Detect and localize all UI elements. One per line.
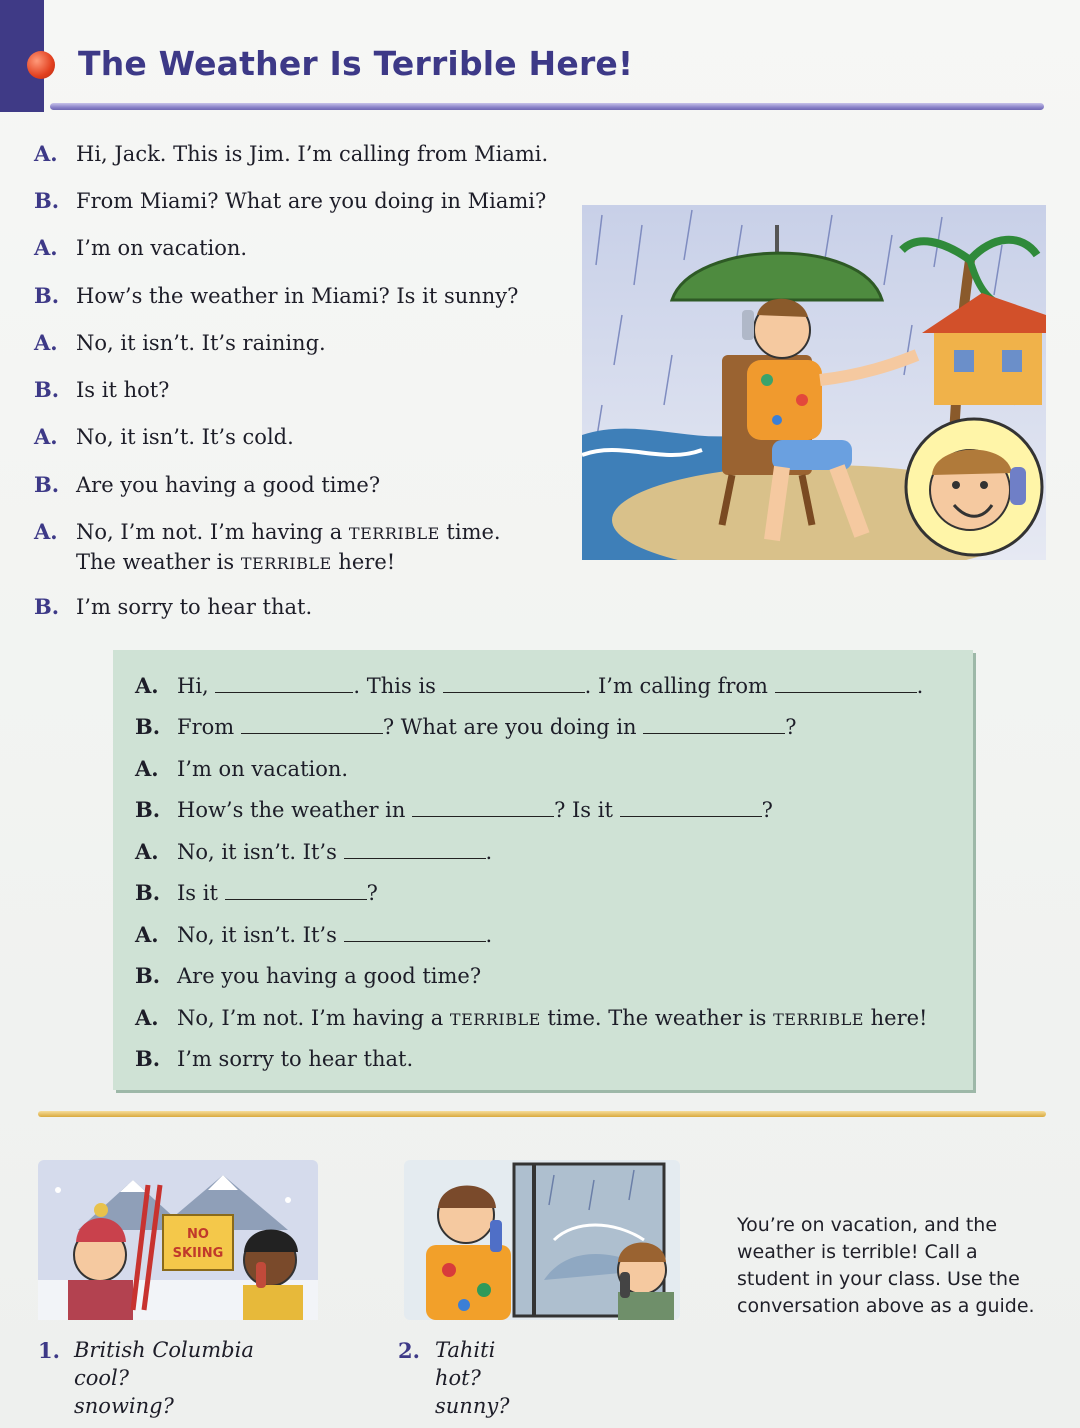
text-run: time. The weather is (540, 1006, 774, 1030)
speaker-label: B. (34, 472, 60, 497)
text-run: here! (331, 550, 396, 574)
practice-text: Are you having a good time? (177, 964, 482, 988)
blank-line[interactable] (775, 672, 917, 693)
text-run: How’s the weather in (177, 798, 413, 822)
practice-text (177, 838, 492, 866)
exercise-place: British Columbia (74, 1338, 254, 1362)
text-run: . This is (353, 674, 443, 698)
speaker-label: B. (34, 283, 60, 308)
dialogue-text: How’s the weather in Miami? Is it sunny? (76, 284, 519, 308)
miami-rain-illustration (582, 205, 1046, 560)
title-underline (50, 103, 1044, 110)
practice-text (177, 713, 797, 741)
emphasis-word: TERRIBLE (240, 554, 332, 573)
practice-text (177, 1004, 927, 1034)
speaker-label: A. (34, 424, 58, 449)
activity-instruction: You’re on vacation, and the weather is terrible! Call a student in your class. Use the conversation above as a guide. (737, 1214, 1035, 1317)
exercise-number: 2. (398, 1338, 420, 1363)
speaker-label: A. (135, 922, 159, 947)
jack-on-phone-inset (906, 419, 1042, 555)
text-run: . (916, 674, 924, 698)
speaker-label: A. (135, 839, 159, 864)
text-run: . (485, 840, 493, 864)
blank-line[interactable] (620, 796, 762, 817)
text-run: No, it isn’t. It’s (177, 840, 344, 864)
blank-line[interactable] (643, 713, 785, 734)
practice-text: I’m sorry to hear that. (177, 1047, 414, 1071)
practice-text (177, 672, 923, 700)
dialogue-text (76, 518, 501, 578)
blank-line[interactable] (443, 672, 585, 693)
blank-line[interactable] (241, 713, 383, 734)
dialogue-text: I’m on vacation. (76, 236, 248, 260)
text-run: . (485, 923, 493, 947)
speaker-label: B. (135, 880, 161, 905)
text-run: ? (366, 881, 378, 905)
dialogue-text: Hi, Jack. This is Jim. I’m calling from Miami. (76, 142, 549, 166)
text-run: Hi, (177, 674, 216, 698)
speaker-label: B. (135, 714, 161, 739)
text-run: No, I’m not. I’m having a (177, 1006, 450, 1030)
section-divider (38, 1111, 1046, 1117)
tahiti-illustration (404, 1160, 680, 1320)
text-run: No, I’m not. I’m having a (76, 520, 349, 544)
dialogue-text: Is it hot? (76, 378, 170, 402)
text-run: time. (439, 520, 501, 544)
emphasis-word: TERRIBLE (449, 1010, 541, 1029)
blank-line[interactable] (225, 879, 367, 900)
speaker-label: A. (34, 235, 58, 260)
exercise-question: cool? (74, 1366, 130, 1390)
exercise-number: 1. (38, 1338, 60, 1363)
exercise-place: Tahiti (435, 1338, 496, 1362)
speaker-label: B. (34, 188, 60, 213)
speaker-label: A. (34, 141, 58, 166)
blank-line[interactable] (215, 672, 353, 693)
blank-line[interactable] (344, 838, 486, 859)
text-run: ? What are you doing in (382, 715, 644, 739)
speaker-label: A. (135, 756, 159, 781)
text-run: . I’m calling from (584, 674, 775, 698)
dialogue-text: I’m sorry to hear that. (76, 595, 313, 619)
dialogue-text: No, it isn’t. It’s cold. (76, 425, 294, 449)
dialogue-text: No, it isn’t. It’s raining. (76, 331, 326, 355)
practice-text (177, 921, 492, 949)
dialogue-text: Are you having a good time? (76, 473, 381, 497)
text-run: No, it isn’t. It’s (177, 923, 344, 947)
exercise-question: snowing? (74, 1394, 174, 1418)
practice-text (177, 796, 773, 824)
page-title: The Weather Is Terrible Here! (78, 44, 634, 83)
speaker-label: B. (34, 377, 60, 402)
speaker-label: B. (135, 963, 161, 988)
speaker-label: A. (135, 1005, 159, 1030)
text-run: ? (761, 798, 773, 822)
text-run: From (177, 715, 241, 739)
sign-text-line: NO (187, 1227, 209, 1242)
text-run: ? Is it (554, 798, 620, 822)
speaker-label: B. (34, 594, 60, 619)
exercise-question: hot? (435, 1366, 481, 1390)
blank-line[interactable] (344, 921, 486, 942)
text-run: here! (863, 1006, 928, 1030)
practice-text: I’m on vacation. (177, 757, 349, 781)
text-run: ? (785, 715, 797, 739)
speaker-label: B. (135, 1046, 161, 1071)
sign-text-line: SKIING (172, 1246, 224, 1261)
emphasis-word: TERRIBLE (773, 1010, 864, 1029)
blank-line[interactable] (412, 796, 554, 817)
text-run: Is it (177, 881, 225, 905)
speaker-label: A. (34, 519, 58, 544)
speaker-label: A. (135, 673, 159, 698)
red-bullet-icon (27, 51, 55, 79)
text-run: The weather is (76, 550, 241, 574)
british-columbia-illustration (38, 1160, 318, 1320)
practice-text (177, 879, 378, 907)
speaker-label: B. (135, 797, 161, 822)
dialogue-text: From Miami? What are you doing in Miami? (76, 189, 547, 213)
exercise-question: sunny? (435, 1394, 510, 1418)
emphasis-word: TERRIBLE (348, 524, 440, 543)
speaker-label: A. (34, 330, 58, 355)
